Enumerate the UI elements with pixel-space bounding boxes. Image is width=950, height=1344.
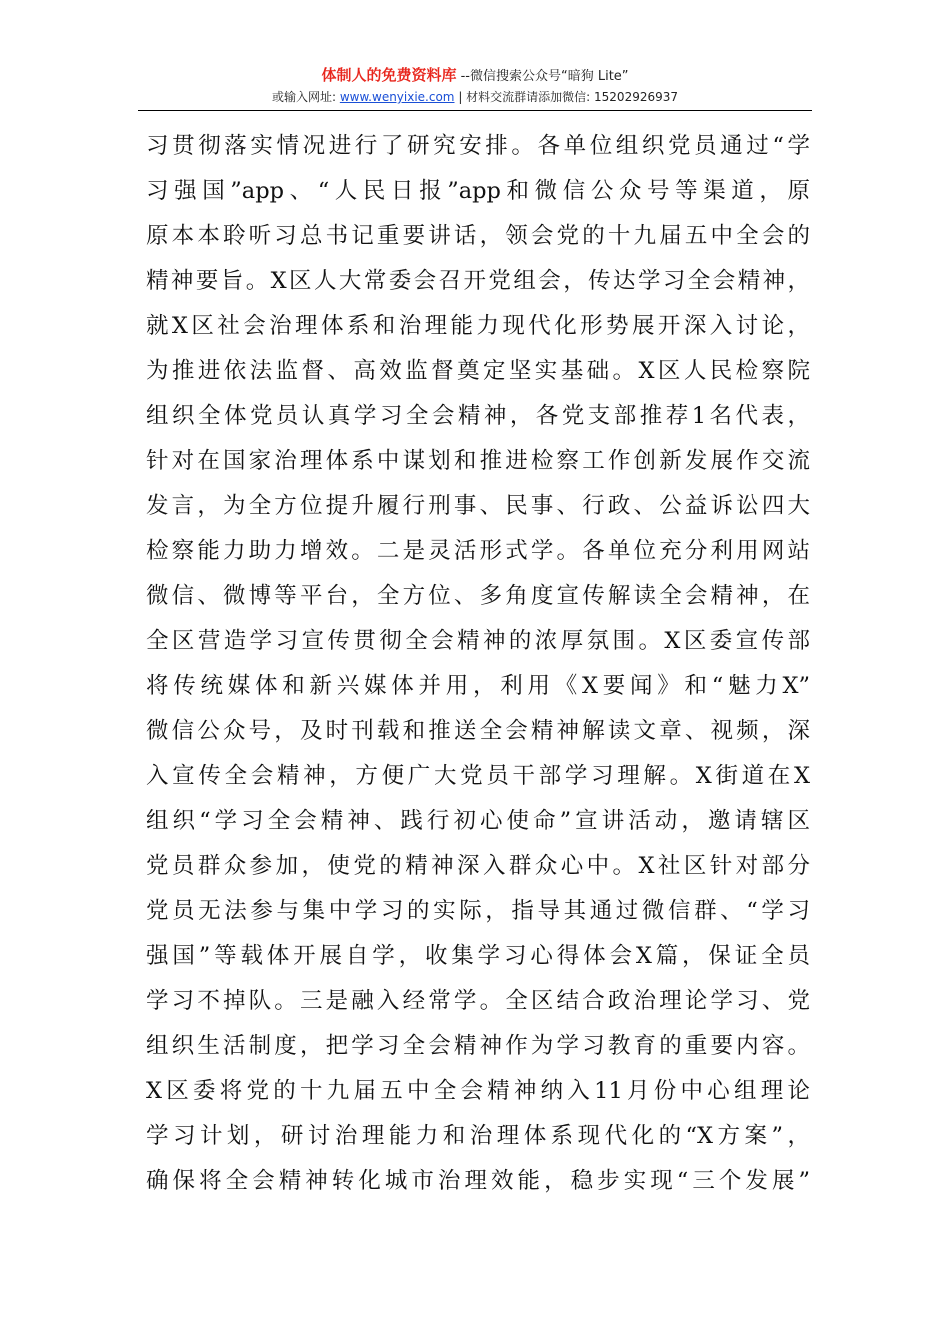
- body-line: 学习计划，研讨治理能力和治理体系现代化的“X方案”，: [146, 1123, 810, 1149]
- contact-info: | 材料交流群请添加微信: 15202926937: [454, 90, 679, 104]
- body-line: 为推进依法监督、高效监督奠定坚实基础。X区人民检察院: [146, 358, 810, 384]
- body-line: 就X区社会治理体系和治理能力现代化形势展开深入讨论，: [146, 313, 810, 339]
- body-line: 精神要旨。X区人大常委会召开党组会，传达学习全会精神，: [146, 268, 810, 294]
- url-prefix: 或输入网址:: [271, 90, 340, 104]
- brand-title: 体制人的免费资料库: [321, 66, 457, 84]
- header-divider: [138, 110, 812, 111]
- body-line: 针对在国家治理体系中谋划和推进检察工作创新发展作交流: [146, 448, 810, 474]
- body-line: 习强国”app、“人民日报”app和微信公众号等渠道，原: [146, 178, 810, 204]
- website-link[interactable]: www.wenyixie.com: [339, 90, 455, 104]
- body-line: 党员群众参加，使党的精神深入群众心中。X社区针对部分: [146, 853, 810, 879]
- body-line: 全区营造学习宣传贯彻全会精神的浓厚氛围。X区委宣传部: [146, 628, 810, 654]
- page-header: [0, 66, 950, 106]
- body-line: 强国”等载体开展自学，收集学习心得体会X篇，保证全员: [146, 943, 810, 969]
- body-line: 检察能力助力增效。二是灵活形式学。各单位充分利用网站: [146, 538, 810, 564]
- document-body: [146, 124, 810, 1204]
- header-tagline: --微信搜索公众号“暗狗 Lite”: [456, 69, 629, 84]
- header-line-1: [0, 66, 950, 86]
- body-line: 党员无法参与集中学习的实际，指导其通过微信群、“学习: [146, 898, 810, 924]
- body-line: X区委将党的十九届五中全会精神纳入11月份中心组理论: [146, 1078, 810, 1104]
- body-line: 入宣传全会精神，方便广大党员干部学习理解。X街道在X: [146, 763, 810, 789]
- body-line: 组织全体党员认真学习全会精神，各党支部推荐1名代表，: [146, 403, 810, 429]
- body-line: 将传统媒体和新兴媒体并用，利用《X要闻》和“魅力X”: [146, 673, 810, 699]
- body-line: 组织“学习全会精神、践行初心使命”宣讲活动，邀请辖区: [146, 808, 810, 834]
- body-line: 学习不掉队。三是融入经常学。全区结合政治理论学习、党: [146, 988, 810, 1014]
- body-line: 确保将全会精神转化城市治理效能，稳步实现“三个发展”: [146, 1168, 810, 1194]
- body-line: 发言，为全方位提升履行刑事、民事、行政、公益诉讼四大: [146, 493, 810, 519]
- body-line: 原本本聆听习总书记重要讲话，领会党的十九届五中全会的: [146, 223, 810, 249]
- header-line-2: [0, 88, 950, 106]
- body-line: 微信、微博等平台，全方位、多角度宣传解读全会精神，在: [146, 583, 810, 609]
- body-line: 组织生活制度，把学习全会精神作为学习教育的重要内容。: [146, 1033, 810, 1059]
- body-line: 微信公众号，及时刊载和推送全会精神解读文章、视频，深: [146, 718, 810, 744]
- body-line: 习贯彻落实情况进行了研究安排。各单位组织党员通过“学: [146, 133, 810, 159]
